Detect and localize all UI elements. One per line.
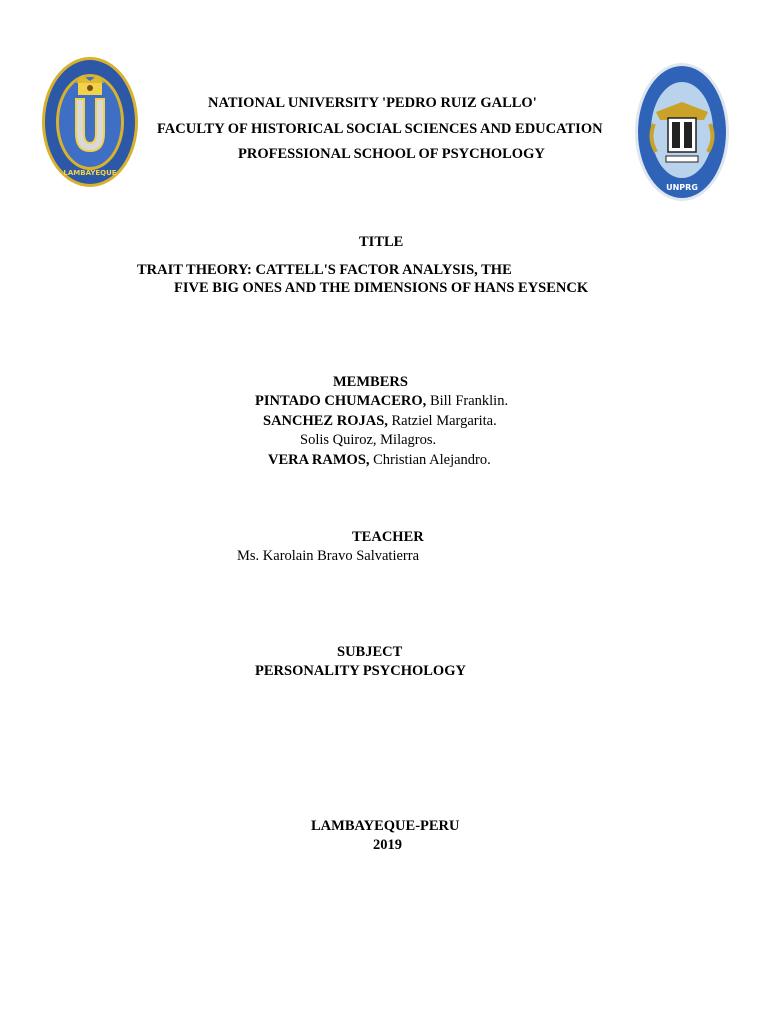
member-2 xyxy=(263,412,497,430)
member-given-name: Bill Franklin. xyxy=(426,393,509,409)
member-1 xyxy=(255,392,508,410)
member-4 xyxy=(268,451,491,469)
title-heading: TITLE xyxy=(359,234,404,250)
teacher-heading: TEACHER xyxy=(352,529,424,545)
member-given-name: Ratziel Margarita. xyxy=(387,413,497,429)
title-line-2: FIVE BIG ONES AND THE DIMENSIONS OF HANS EYSENCK xyxy=(174,280,589,296)
member-given-name: Christian Alejandro. xyxy=(369,452,491,468)
place: LAMBAYEQUE-PERU xyxy=(311,818,460,834)
svg-text:UNPRG: UNPRG xyxy=(666,183,698,192)
school-name: PROFESSIONAL SCHOOL OF PSYCHOLOGY xyxy=(238,146,545,162)
university-seal-logo xyxy=(40,55,140,189)
svg-text:LAMBAYEQUE: LAMBAYEQUE xyxy=(63,169,117,177)
member-3 xyxy=(300,431,436,449)
university-name: NATIONAL UNIVERSITY 'PEDRO RUIZ GALLO' xyxy=(208,95,537,111)
subject-name: PERSONALITY PSYCHOLOGY xyxy=(255,663,466,679)
member-surname: SANCHEZ ROJAS, xyxy=(263,413,388,429)
teacher-name: Ms. Karolain Bravo Salvatierra xyxy=(237,548,420,564)
subject-heading: SUBJECT xyxy=(337,644,403,660)
faculty-name: FACULTY OF HISTORICAL SOCIAL SCIENCES AND EDUCATION xyxy=(157,121,603,137)
member-given-name: Solis Quiroz, Milagros. xyxy=(300,432,437,448)
year: 2019 xyxy=(373,837,402,853)
faculty-seal-logo xyxy=(634,62,730,202)
member-surname: PINTADO CHUMACERO, xyxy=(255,393,427,409)
members-heading: MEMBERS xyxy=(333,374,408,390)
title-line-1: TRAIT THEORY: CATTELL'S FACTOR ANALYSIS, THE xyxy=(137,262,512,278)
member-surname: VERA RAMOS, xyxy=(268,452,370,468)
